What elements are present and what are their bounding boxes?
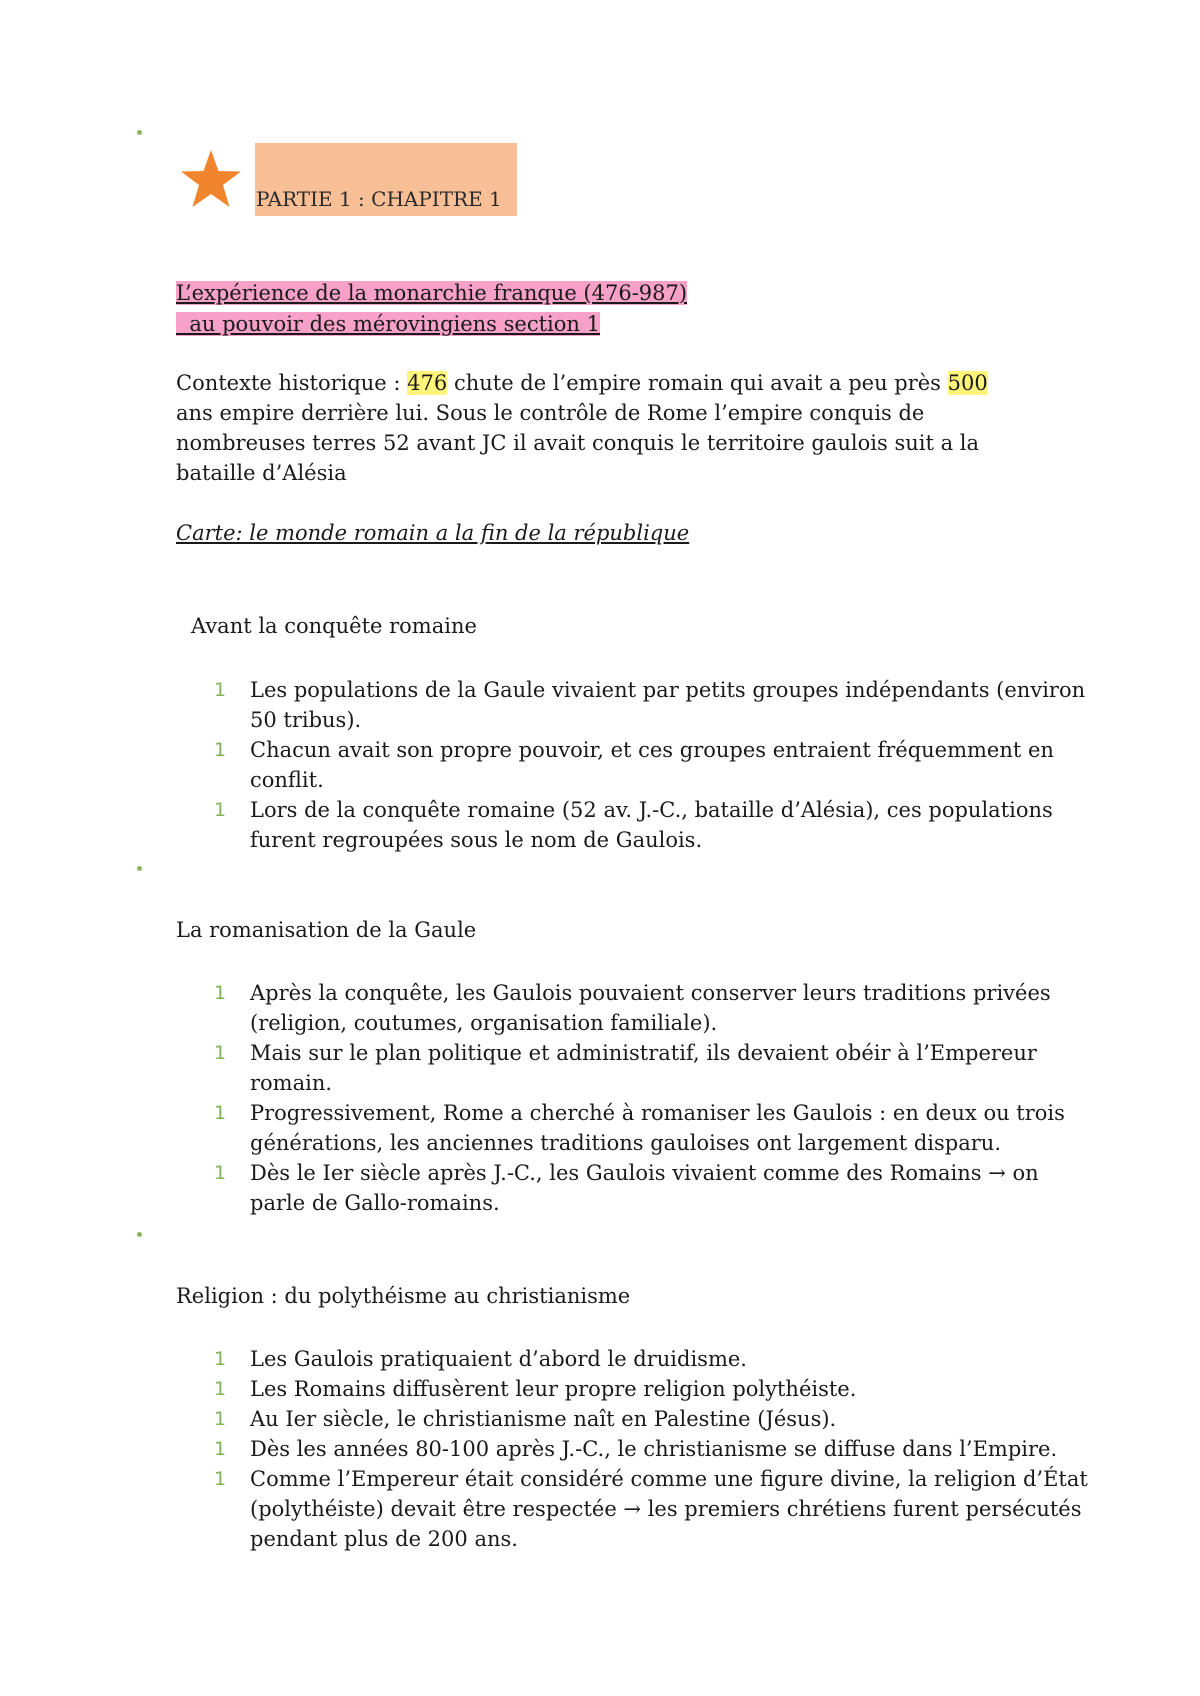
list-item: 1 Les Gaulois pratiquaient d’abord le druidisme. <box>214 1344 1094 1374</box>
bullet-list <box>214 1344 1094 1554</box>
list-item: 1 Lors de la conquête romaine (52 av. J.-C., bataille d’Alésia), ces populations furent regroupées sous le nom de Gaulois. <box>214 795 1094 855</box>
context-paragraph: Contexte historique : 476 chute de l’empire romain qui avait a peu près 500 ans empire derrière lui. Sous le contrôle de Rome l’empire conquis de nombreuses terres 52 avant JC il avait conquis le territoire gaulois suit a la bataille d’Alésia <box>176 371 988 485</box>
bullet-marker: 1 <box>214 1438 227 1460</box>
list-item: 1 Après la conquête, les Gaulois pouvaient conserver leurs traditions privées (religion, coutumes, organisation familiale). <box>214 978 1094 1038</box>
list-item: 1 Les Romains diffusèrent leur propre religion polythéiste. <box>214 1374 1094 1404</box>
bullet-marker: 1 <box>214 739 227 761</box>
bullet-dot <box>137 866 142 871</box>
list-item: 1 Dès les années 80-100 après J.-C., le christianisme se diffuse dans l’Empire. <box>214 1434 1094 1464</box>
section-title: Avant la conquête romaine <box>191 614 477 638</box>
highlight-500: 500 <box>947 371 988 395</box>
section-title: Religion : du polythéisme au christianisme <box>176 1284 631 1308</box>
chapter-title: PARTIE 1 : CHAPITRE 1 <box>256 187 502 211</box>
bullet-marker: 1 <box>214 1162 227 1184</box>
list-item: 1 Comme l’Empereur était considéré comme une figure divine, la religion d’État (polythéiste) devait être respectée → les premiers chrétiens furent persécutés pendant plus de 200 ans. <box>214 1464 1094 1554</box>
bullet-marker: 1 <box>214 1042 227 1064</box>
bullet-marker: 1 <box>214 1408 227 1430</box>
bullet-marker: 1 <box>214 799 227 821</box>
section-heading-line1: L’expérience de la monarchie franque (476-987) <box>176 281 688 305</box>
bullet-list <box>214 978 1094 1218</box>
bullet-marker: 1 <box>214 679 227 701</box>
bullet-marker: 1 <box>214 1468 227 1490</box>
bullet-marker: 1 <box>214 1348 227 1370</box>
bullet-marker: 1 <box>214 982 227 1004</box>
list-item: 1 Au Ier siècle, le christianisme naît en Palestine (Jésus). <box>214 1404 1094 1434</box>
map-caption: Carte: le monde romain a la fin de la république <box>176 521 690 545</box>
list-item: 1 Chacun avait son propre pouvoir, et ces groupes entraient fréquemment en conflit. <box>214 735 1094 795</box>
highlight-476: 476 <box>407 371 448 395</box>
bullet-marker: 1 <box>214 1378 227 1400</box>
list-item: 1 Les populations de la Gaule vivaient par petits groupes indépendants (environ 50 tribus). <box>214 675 1094 735</box>
list-item: 1 Progressivement, Rome a cherché à romaniser les Gaulois : en deux ou trois générations, les anciennes traditions gauloises ont largement disparu. <box>214 1098 1094 1158</box>
star-icon <box>178 148 244 210</box>
list-item: 1 Mais sur le plan politique et administratif, ils devaient obéir à l’Empereur romain. <box>214 1038 1094 1098</box>
list-item: 1 Dès le Ier siècle après J.-C., les Gaulois vivaient comme des Romains → on parle de Gallo-romains. <box>214 1158 1094 1218</box>
bullet-dot <box>137 130 142 135</box>
bullet-list <box>214 675 1094 855</box>
section-title: La romanisation de la Gaule <box>176 918 477 942</box>
section-heading-line2: au pouvoir des mérovingiens section 1 <box>176 312 600 336</box>
bullet-dot <box>137 1232 142 1237</box>
bullet-marker: 1 <box>214 1102 227 1124</box>
